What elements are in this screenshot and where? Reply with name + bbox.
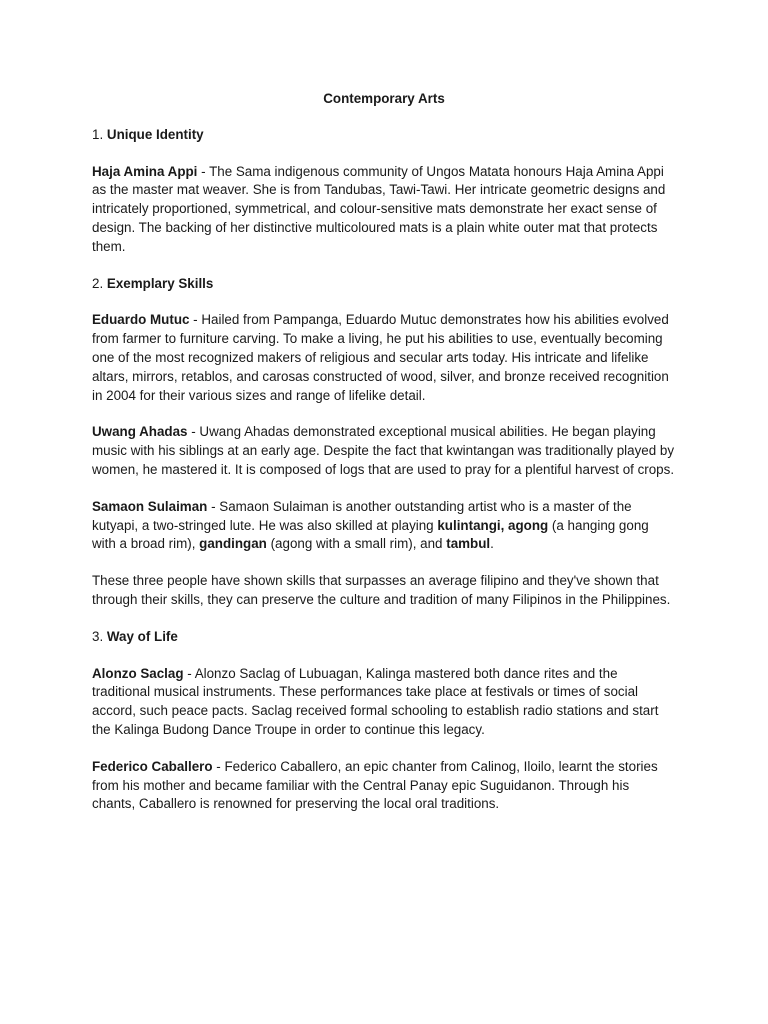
paragraph-text: - Hailed from Pampanga, Eduardo Mutuc demonstrates how his abilities evolved from farmer to furniture carving. To make a living, he put his abilities to use, eventually becoming one of the most recognized makers of religious and secular arts today. His intricate and lifelike altars, mirrors, retablos, and carosas constructed of wood, silver, and bronze received recognition in 2004 for their various sizes and range of lifelike detail. xyxy=(92,312,669,403)
person-name: Haja Amina Appi xyxy=(92,163,198,179)
paragraph-haja-amina-appi xyxy=(92,163,676,257)
paragraph-eduardo-mutuc xyxy=(92,311,676,405)
paragraph-text: - Federico Caballero, an epic chanter from Calinog, Iloilo, learnt the stories from his mother and became familiar with the Central Panay epic Suguidanon. Through his chants, Caballero is renowned for preserving the local oral traditions. xyxy=(92,758,658,812)
paragraph-uwang-ahadas xyxy=(92,423,676,479)
section-title: Way of Life xyxy=(106,628,178,644)
paragraph-text: . xyxy=(490,536,494,552)
section-title: Exemplary Skills xyxy=(106,275,214,291)
paragraph-federico-caballero xyxy=(92,758,676,814)
section-heading-unique-identity xyxy=(92,126,676,145)
section-heading-way-of-life xyxy=(92,628,676,647)
paragraph-text: - The Sama indigenous community of Ungos Matata honours Haja Amina Appi as the master mat weaver. She is from Tandubas, Tawi-Tawi. Her intricate geometric designs and intricately proportioned, symmetrical, and colour-sensitive mats demonstrate her exact sense of design. The backing of her distinctive multicoloured mats is a plain white outer mat that protects them. xyxy=(92,163,666,254)
paragraph-samaon-sulaiman xyxy=(92,498,676,554)
person-name: Eduardo Mutuc xyxy=(92,312,190,328)
section-heading-exemplary-skills xyxy=(92,275,676,294)
person-name: Federico Caballero xyxy=(92,758,213,774)
document-page xyxy=(92,90,676,832)
document-title: Contemporary Arts xyxy=(323,91,445,106)
paragraph-text: (a hanging gong with a broad rim), xyxy=(92,517,649,552)
person-name: Samaon Sulaiman xyxy=(92,498,208,514)
instrument-name: gandingan xyxy=(199,536,267,552)
section-number: 2. xyxy=(92,275,104,291)
instrument-name: tambul xyxy=(446,536,491,552)
instrument-name: kulintangi, agong xyxy=(437,517,549,533)
paragraph-text: - Samaon Sulaiman is another outstanding artist who is a master of the kutyapi, a two-stringed lute. He was also skilled at playing xyxy=(92,498,632,533)
person-name: Alonzo Saclag xyxy=(92,665,184,681)
person-name: Uwang Ahadas xyxy=(92,424,188,440)
paragraph-text: (agong with a small rim), and xyxy=(266,536,447,552)
section-title: Unique Identity xyxy=(106,126,204,142)
paragraph-alonzo-saclag xyxy=(92,665,676,740)
paragraph-text: - Alonzo Saclag of Lubuagan, Kalinga mastered both dance rites and the traditional musical instruments. These performances take place at festivals or times of social accord, such peace pacts. Saclag received formal schooling to establish radio stations and start the Kalinga Budong Dance Troupe in order to continue this legacy. xyxy=(92,665,659,737)
section-number: 1. xyxy=(92,126,104,142)
section-number: 3. xyxy=(92,628,104,644)
paragraph-closing-summary: These three people have shown skills that surpasses an average filipino and they've shown that through their skills, they can preserve the culture and tradition of many Filipinos in the Philippines. xyxy=(92,573,671,607)
paragraph-text: - Uwang Ahadas demonstrated exceptional musical abilities. He began playing music with his siblings at an early age. Despite the fact that kwintangan was traditionally played by women, he mastered it. It is composed of logs that are used to pray for a plentiful harvest of crops. xyxy=(92,424,675,477)
